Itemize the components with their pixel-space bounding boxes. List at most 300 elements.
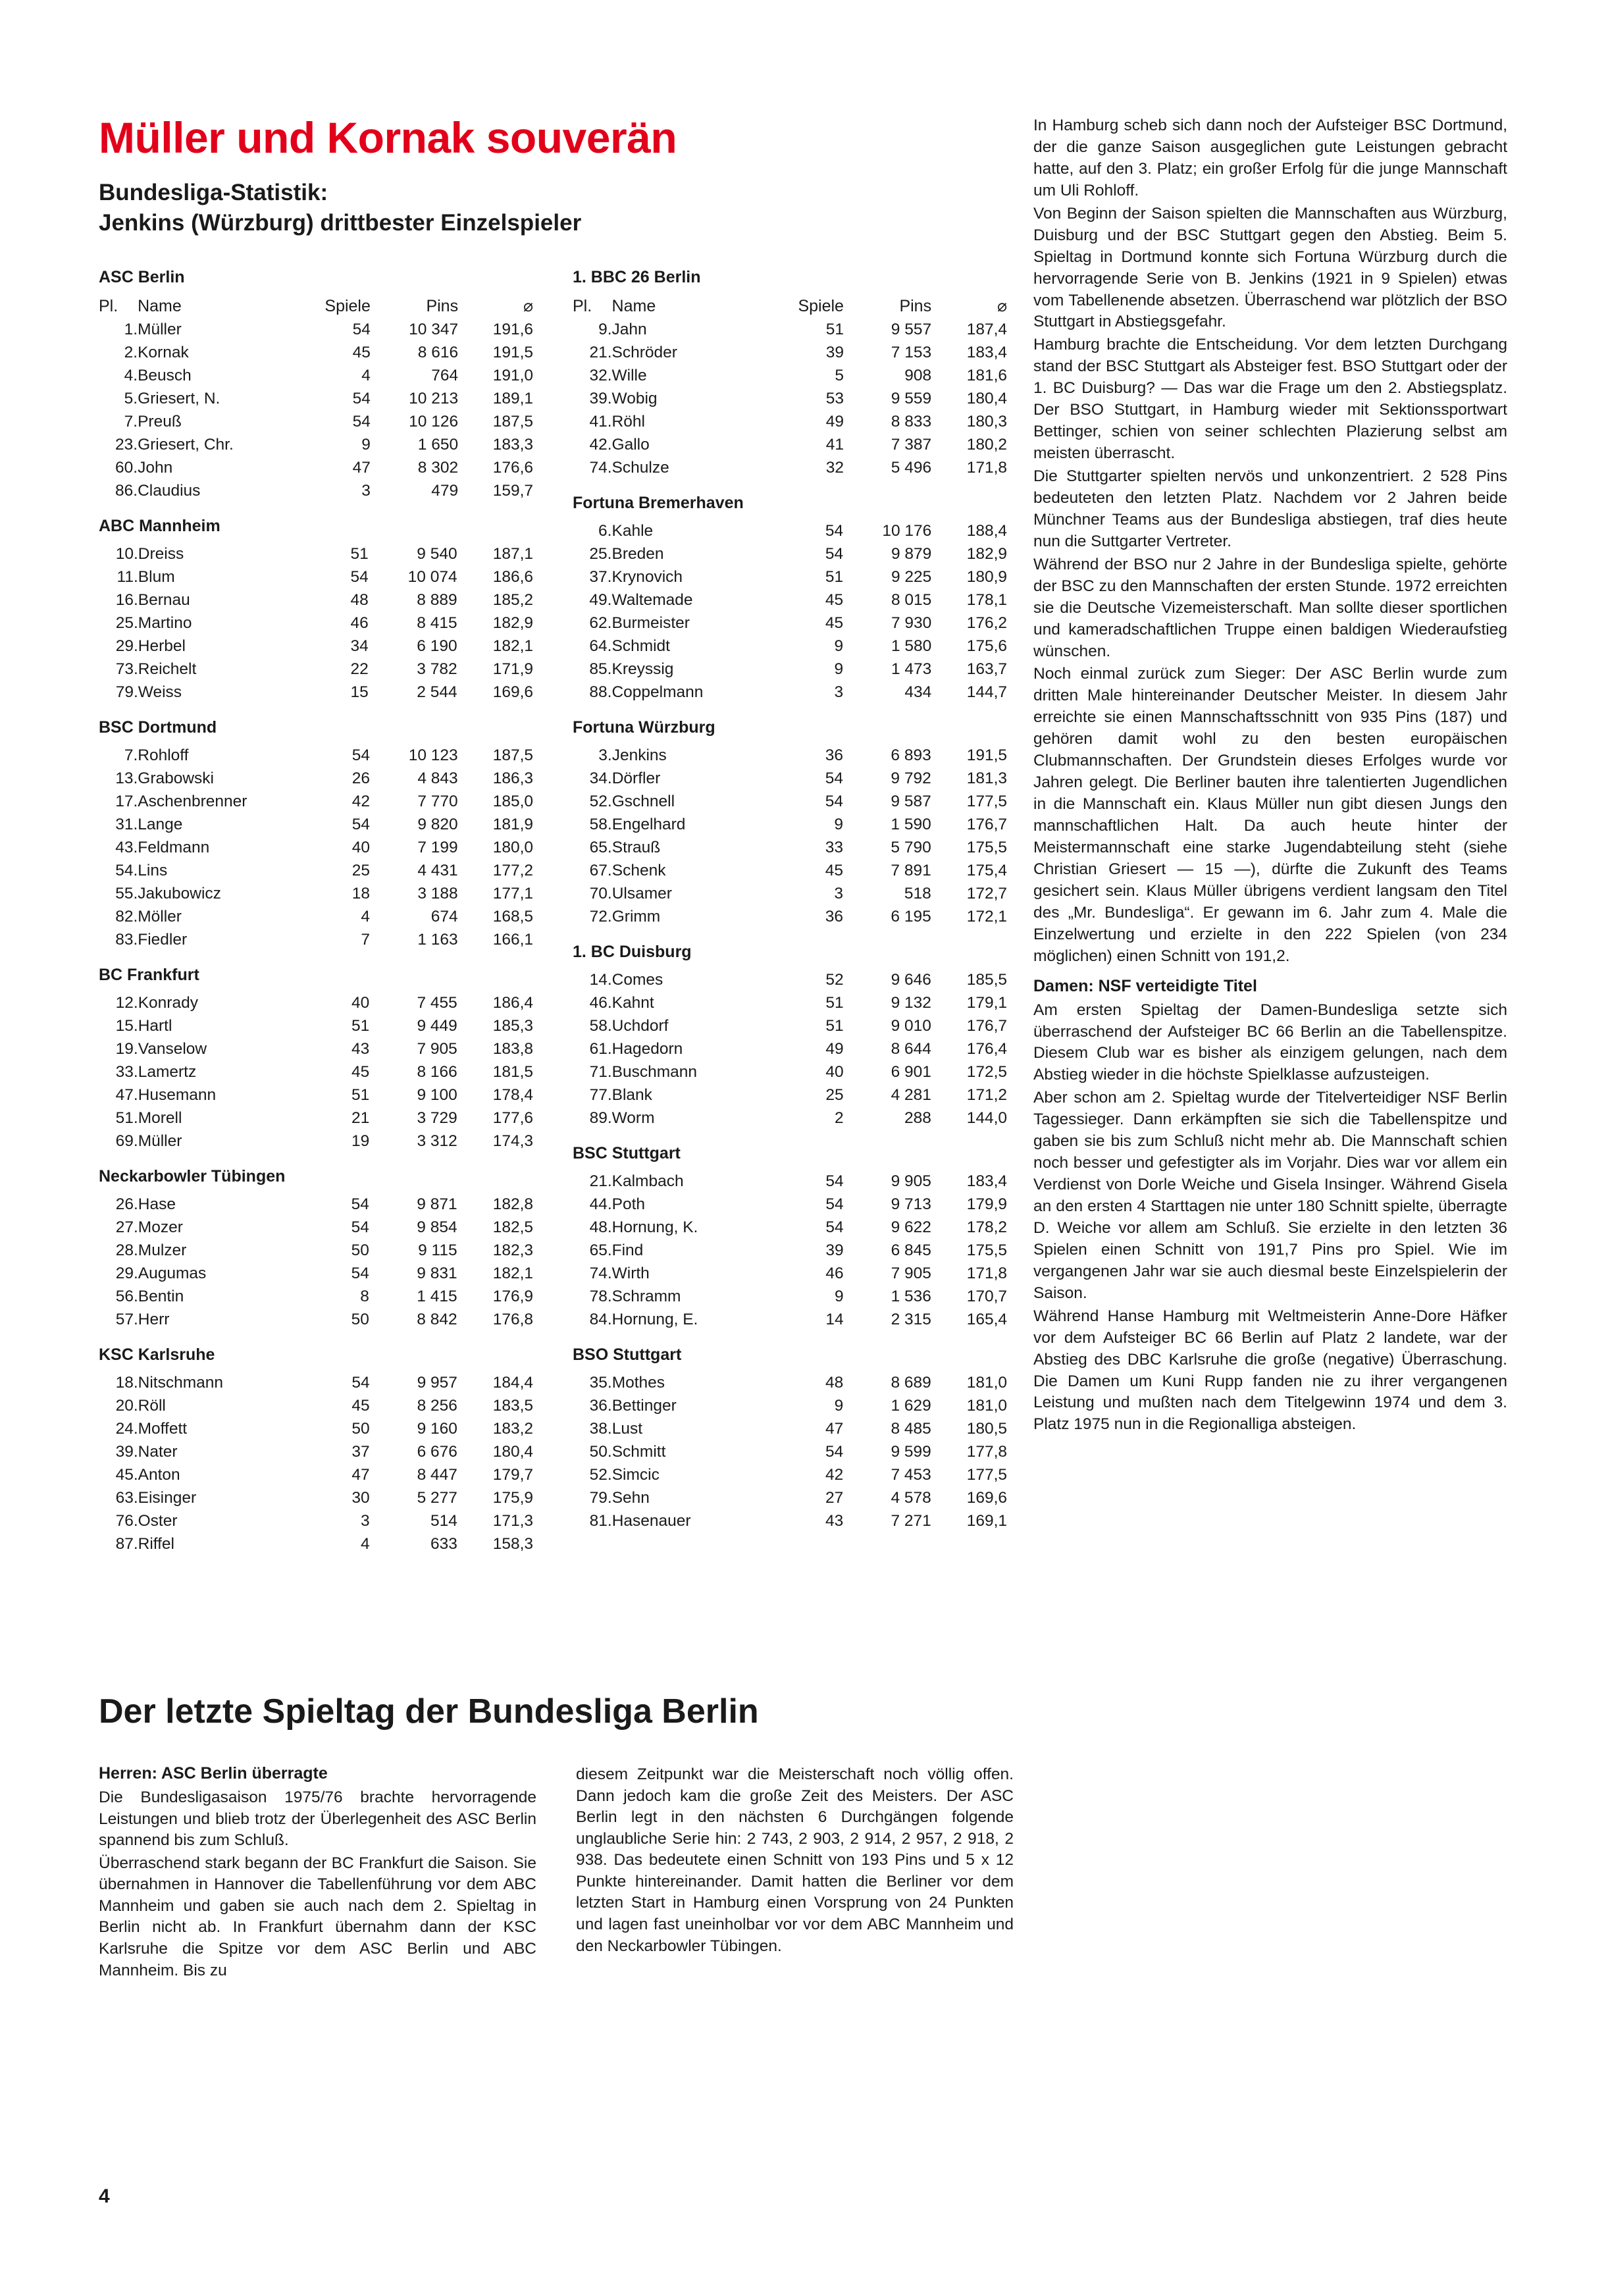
cell-pins: 8 015	[891, 590, 932, 609]
cell-pl: 29.	[115, 637, 138, 655]
column-header-pl: Pl.	[99, 296, 118, 315]
cell-pl: 2.	[124, 343, 138, 361]
table-row	[573, 588, 1007, 612]
table-row	[573, 836, 1007, 859]
cell-pins: 4 578	[891, 1488, 931, 1507]
cell-pins: 1 650	[417, 435, 459, 454]
cell-avg: 178,4	[492, 1085, 533, 1104]
cell-pl: 7.	[124, 412, 138, 430]
cell-name: Kalmbach	[611, 1172, 684, 1190]
cell-pins: 10 213	[409, 389, 459, 407]
table-row	[573, 1060, 1007, 1083]
page-title: Müller und Kornak souverän	[99, 113, 677, 162]
cell-pl: 73.	[115, 660, 138, 678]
cell-pins: 9 905	[891, 1172, 931, 1190]
cell-pins: 9 599	[891, 1442, 931, 1461]
cell-avg: 176,6	[492, 458, 533, 477]
cell-pl: 21.	[589, 343, 612, 361]
cell-sp: 51	[825, 320, 844, 338]
cell-sp: 54	[825, 792, 844, 810]
table-row	[573, 968, 1007, 991]
cell-name: Kreyssig	[611, 660, 674, 678]
table-row	[99, 882, 533, 905]
cell-pl: 39.	[589, 389, 612, 407]
cell-name: Wobig	[611, 389, 658, 407]
cell-name: Lust	[611, 1419, 642, 1438]
club-heading: KSC Karlsruhe	[99, 1345, 215, 1365]
bottom-article-left-text	[99, 1787, 536, 1981]
table-row	[99, 1440, 533, 1463]
cell-avg: 176,4	[966, 1039, 1007, 1058]
cell-avg: 175,9	[492, 1488, 533, 1507]
table-row	[99, 565, 533, 588]
cell-name: Müller	[138, 1132, 182, 1150]
cell-name: Riffel	[138, 1534, 175, 1553]
cell-avg: 182,8	[492, 1195, 533, 1213]
cell-sp: 51	[351, 1016, 370, 1035]
cell-sp: 39	[825, 1241, 844, 1259]
cell-pins: 518	[904, 884, 931, 902]
cell-pl: 25.	[115, 613, 138, 632]
cell-pins: 10 126	[409, 412, 459, 430]
cell-pins: 3 729	[417, 1109, 457, 1127]
cell-avg: 177,5	[966, 1465, 1007, 1484]
cell-sp: 30	[351, 1488, 370, 1507]
table-row	[99, 681, 533, 704]
cell-avg: 144,7	[966, 683, 1007, 701]
cell-pl: 17.	[115, 792, 138, 810]
cell-avg: 171,3	[492, 1511, 533, 1530]
cell-pl: 60.	[115, 458, 138, 477]
cell-pins: 2 315	[891, 1310, 931, 1328]
section-title-last-matchday: Der letzte Spieltag der Bundesliga Berlin	[99, 1692, 759, 1731]
cell-name: Mozer	[138, 1218, 183, 1236]
cell-name: Moffett	[138, 1419, 188, 1438]
cell-avg: 185,0	[492, 792, 533, 810]
bottom-article-column-left	[99, 1764, 536, 1983]
table-row	[573, 882, 1007, 905]
cell-sp: 54	[351, 1373, 370, 1392]
cell-pins: 9 792	[891, 769, 931, 787]
cell-sp: 3	[361, 481, 371, 500]
cell-name: Jakubowicz	[138, 884, 221, 902]
cell-name: Claudius	[138, 481, 201, 500]
cell-avg: 182,3	[492, 1241, 533, 1259]
statistics-column-middle	[573, 268, 1007, 1555]
cell-avg: 171,8	[966, 1264, 1007, 1282]
cell-sp: 37	[351, 1442, 370, 1461]
bottom-article-right-text	[576, 1764, 1014, 1957]
cell-pl: 12.	[115, 993, 138, 1012]
cell-name: Lamertz	[138, 1062, 197, 1081]
cell-name: Grabowski	[138, 769, 214, 787]
cell-pins: 9 449	[417, 1016, 457, 1035]
cell-pins: 8 302	[417, 458, 459, 477]
cell-sp: 41	[825, 435, 844, 454]
table-header-row	[99, 294, 533, 318]
cell-sp: 46	[350, 613, 369, 632]
cell-pl: 64.	[589, 637, 612, 655]
player-stats-table	[573, 294, 1007, 479]
player-stats-table	[573, 519, 1007, 704]
cell-pins: 10 347	[409, 320, 459, 338]
player-stats-table	[573, 744, 1007, 928]
table-row	[99, 1394, 533, 1417]
subtitle-line-2: Jenkins (Würzburg) drittbester Einzelspieler	[99, 209, 582, 236]
cell-pl: 72.	[589, 907, 612, 926]
table-row	[573, 1193, 1007, 1216]
table-row	[573, 1239, 1007, 1262]
cell-name: Aschenbrenner	[138, 792, 247, 810]
cell-sp: 3	[360, 1511, 370, 1530]
table-row	[573, 410, 1007, 433]
cell-sp: 42	[825, 1465, 844, 1484]
cell-name: Griesert, Chr.	[138, 435, 234, 454]
cell-pl: 87.	[115, 1534, 138, 1553]
cell-name: Nater	[138, 1442, 178, 1461]
cell-pins: 9 132	[891, 993, 931, 1012]
cell-pins: 1 163	[417, 930, 458, 949]
player-stats-table	[99, 744, 533, 951]
cell-sp: 9	[834, 1396, 844, 1415]
cell-avg: 169,6	[966, 1488, 1007, 1507]
cell-pins: 434	[904, 683, 932, 701]
cell-sp: 54	[351, 815, 371, 833]
cell-pins: 9 115	[418, 1241, 457, 1259]
table-row	[573, 433, 1007, 456]
cell-pl: 42.	[589, 435, 612, 454]
cell-pins: 8 842	[417, 1310, 457, 1328]
cell-sp: 45	[351, 1396, 370, 1415]
cell-sp: 54	[351, 746, 371, 764]
cell-pins: 7 455	[417, 993, 457, 1012]
cell-avg: 172,1	[966, 907, 1007, 926]
cell-avg: 166,1	[492, 930, 533, 949]
cell-sp: 19	[351, 1132, 370, 1150]
table-row	[99, 1216, 533, 1239]
cell-avg: 191,5	[492, 343, 533, 361]
table-row	[573, 364, 1007, 387]
cell-sp: 32	[825, 458, 844, 477]
cell-pl: 74.	[589, 458, 612, 477]
cell-pins: 7 905	[417, 1039, 457, 1058]
cell-avg: 178,1	[966, 590, 1007, 609]
cell-sp: 45	[352, 343, 371, 361]
cell-avg: 165,4	[966, 1310, 1007, 1328]
cell-pins: 764	[431, 366, 459, 384]
cell-avg: 180,3	[966, 412, 1007, 430]
table-row	[99, 387, 533, 410]
cell-pl: 63.	[115, 1488, 138, 1507]
cell-avg: 179,7	[492, 1465, 533, 1484]
sidebar-article	[1033, 115, 1507, 1437]
cell-sp: 43	[351, 1039, 370, 1058]
player-stats-table	[99, 1371, 533, 1555]
club-heading: 1. BC Duisburg	[573, 943, 692, 962]
cell-pl: 23.	[115, 435, 138, 454]
cell-name: Jenkins	[611, 746, 667, 764]
cell-pins: 3 782	[417, 660, 457, 678]
cell-avg: 191,0	[492, 366, 533, 384]
cell-pl: 21.	[589, 1172, 612, 1190]
cell-sp: 4	[361, 907, 371, 926]
cell-pins: 10 176	[882, 521, 932, 540]
cell-avg: 169,6	[492, 683, 533, 701]
table-row	[99, 1532, 533, 1555]
table-row	[573, 1083, 1007, 1107]
cell-name: Bettinger	[611, 1396, 677, 1415]
player-stats-table	[573, 968, 1007, 1130]
table-row	[573, 681, 1007, 704]
cell-name: Augumas	[138, 1264, 207, 1282]
cell-sp: 9	[834, 637, 844, 655]
cell-name: Burmeister	[611, 613, 690, 632]
cell-name: Rohloff	[138, 746, 189, 764]
cell-avg: 187,5	[492, 412, 533, 430]
cell-avg: 180,4	[492, 1442, 533, 1461]
cell-sp: 54	[351, 1195, 369, 1213]
cell-pl: 54.	[115, 861, 138, 879]
cell-name: Kahnt	[611, 993, 654, 1012]
cell-pins: 7 199	[417, 838, 458, 856]
cell-avg: 191,5	[966, 746, 1007, 764]
club-heading: 1. BBC 26 Berlin	[573, 268, 701, 287]
article-paragraph: Von Beginn der Saison spielten die Mannschaften aus Würzburg, Duisburg und der BSC Stuttgart gegen den Abstieg. Beim 5. Spieltag in Dortmund konnte sich Fortuna Würzburg durch die hervorragende Serie von B. Jenkins (1921 in 9 Spielen) etwas vom Tabellenende absetzen. Überraschend war plötzlich der BSO Stuttgart in Abstiegsgefahr.	[1033, 204, 1507, 331]
cell-sp: 54	[351, 1218, 369, 1236]
table-row	[573, 1216, 1007, 1239]
cell-sp: 45	[351, 1062, 370, 1081]
table-row	[573, 658, 1007, 681]
cell-pl: 89.	[589, 1109, 612, 1127]
cell-name: Wirth	[611, 1264, 650, 1282]
cell-pl: 49.	[589, 590, 612, 609]
cell-avg: 182,9	[966, 544, 1007, 563]
cell-name: Röll	[138, 1396, 166, 1415]
cell-name: Worm	[611, 1109, 655, 1127]
cell-pins: 7 930	[891, 613, 932, 632]
table-row	[573, 1308, 1007, 1331]
table-row	[99, 1417, 533, 1440]
table-row	[573, 790, 1007, 813]
table-row	[99, 1285, 533, 1308]
cell-pins: 479	[431, 481, 459, 500]
cell-pl: 50.	[589, 1442, 612, 1461]
cell-avg: 158,3	[492, 1534, 533, 1553]
cell-sp: 51	[825, 1016, 844, 1035]
cell-pl: 62.	[589, 613, 612, 632]
table-row	[573, 991, 1007, 1014]
cell-pins: 8 485	[891, 1419, 931, 1438]
cell-pins: 7 453	[891, 1465, 931, 1484]
cell-pl: 81.	[589, 1511, 612, 1530]
cell-avg: 181,6	[966, 366, 1007, 384]
cell-pins: 9 820	[417, 815, 458, 833]
cell-sp: 54	[351, 1264, 369, 1282]
cell-sp: 50	[351, 1310, 369, 1328]
table-row	[573, 635, 1007, 658]
cell-avg: 179,1	[966, 993, 1007, 1012]
table-row	[573, 1285, 1007, 1308]
cell-name: Lange	[138, 815, 183, 833]
cell-avg: 180,5	[966, 1419, 1007, 1438]
cell-pl: 25.	[589, 544, 612, 563]
club-heading: ASC Berlin	[99, 268, 185, 287]
cell-pl: 48.	[589, 1218, 612, 1236]
club-heading: Fortuna Würzburg	[573, 718, 715, 737]
cell-name: Dreiss	[138, 544, 184, 563]
cell-avg: 187,5	[492, 746, 533, 764]
table-row	[99, 813, 533, 836]
table-row	[573, 1037, 1007, 1060]
cell-avg: 183,5	[492, 1396, 533, 1415]
cell-pl: 16.	[115, 590, 138, 609]
bottom-article-heading: Herren: ASC Berlin überragte	[99, 1764, 328, 1783]
cell-name: Oster	[138, 1511, 178, 1530]
article-paragraph: Während Hanse Hamburg mit Weltmeisterin Anne-Dore Häfker vor dem Aufsteiger BC 66 Berlin auf Platz 2 landete, war der Abstieg des DBC Karlsruhe die große (negative) Überraschung. Die Damen um Kuni Rupp fanden nie zu ihrer vergangenen Leistung und mußten nach dem Titelgewinn 1974 und dem 3. Platz 1975 nun in die Regionalliga absteigen.	[1033, 1307, 1507, 1434]
cell-name: Preuß	[138, 412, 182, 430]
cell-sp: 54	[825, 1195, 844, 1213]
cell-avg: 175,5	[966, 1241, 1007, 1259]
cell-name: Müller	[138, 320, 182, 338]
table-row	[573, 1486, 1007, 1509]
cell-sp: 51	[351, 1085, 370, 1104]
cell-avg: 181,5	[492, 1062, 533, 1081]
cell-name: Feldmann	[138, 838, 210, 856]
cell-pl: 6.	[598, 521, 612, 540]
cell-pins: 9 871	[417, 1195, 457, 1213]
club-heading: BSC Stuttgart	[573, 1144, 681, 1163]
cell-avg: 171,8	[966, 458, 1007, 477]
cell-sp: 54	[825, 1218, 844, 1236]
cell-pins: 4 281	[891, 1085, 931, 1104]
cell-pins: 9 622	[891, 1218, 931, 1236]
club-heading: BSC Dortmund	[99, 718, 217, 737]
cell-pins: 6 893	[891, 746, 931, 764]
cell-pl: 15.	[115, 1016, 138, 1035]
cell-name: Mulzer	[138, 1241, 187, 1259]
cell-pl: 14.	[589, 970, 612, 989]
cell-name: Hornung, E.	[611, 1310, 698, 1328]
cell-avg: 168,5	[492, 907, 533, 926]
cell-sp: 54	[352, 389, 371, 407]
cell-pl: 86.	[115, 481, 138, 500]
cell-avg: 174,3	[492, 1132, 533, 1150]
cell-sp: 49	[825, 412, 844, 430]
cell-name: Comes	[611, 970, 663, 989]
table-row	[573, 1262, 1007, 1285]
cell-sp: 40	[351, 838, 371, 856]
player-stats-table	[573, 1170, 1007, 1331]
cell-pins: 514	[430, 1511, 457, 1530]
table-row	[99, 1239, 533, 1262]
cell-name: Eisinger	[138, 1488, 197, 1507]
club-heading: BSO Stuttgart	[573, 1345, 682, 1365]
cell-pins: 4 843	[417, 769, 458, 787]
cell-sp: 54	[825, 521, 844, 540]
cell-avg: 184,4	[492, 1373, 533, 1392]
cell-avg: 159,7	[492, 481, 533, 500]
table-row	[99, 456, 533, 479]
cell-sp: 54	[825, 769, 844, 787]
table-row	[573, 1107, 1007, 1130]
table-row	[99, 1193, 533, 1216]
cell-avg: 171,9	[492, 660, 533, 678]
cell-pins: 9 160	[417, 1419, 457, 1438]
cell-sp: 54	[825, 544, 844, 563]
cell-name: Gallo	[611, 435, 650, 454]
article-paragraph: Überraschend stark begann der BC Frankfurt die Saison. Sie übernahmen in Hannover die Tabellenführung vor dem ABC Mannheim und gaben sie auch nach dem 2. Spieltag in Berlin nicht ab. In Frankfurt übernahm dann der KSC Karlsruhe die Spitze vor dem ASC Berlin und ABC Mannheim. Bis zu	[99, 1854, 536, 1979]
cell-pins: 674	[430, 907, 458, 926]
cell-avg: 187,1	[492, 544, 533, 563]
cell-sp: 21	[351, 1109, 370, 1127]
cell-pins: 7 271	[891, 1511, 931, 1530]
cell-sp: 46	[825, 1264, 844, 1282]
column-header-pins: Pins	[426, 296, 459, 315]
cell-sp: 2	[834, 1109, 844, 1127]
cell-avg: 185,3	[492, 1016, 533, 1035]
cell-avg: 182,1	[492, 637, 533, 655]
cell-pl: 20.	[115, 1396, 138, 1415]
table-row	[99, 928, 533, 951]
cell-pins: 9 957	[417, 1373, 457, 1392]
table-row	[99, 836, 533, 859]
table-row	[99, 1308, 533, 1331]
cell-avg: 189,1	[492, 389, 533, 407]
cell-sp: 3	[834, 683, 844, 701]
cell-name: Lins	[138, 861, 168, 879]
cell-avg: 186,3	[492, 769, 533, 787]
cell-pins: 4 431	[417, 861, 458, 879]
table-row	[99, 991, 533, 1014]
table-row	[99, 635, 533, 658]
cell-avg: 183,4	[966, 1172, 1007, 1190]
cell-pins: 633	[430, 1534, 457, 1553]
article-paragraph: Die Bundesligasaison 1975/76 brachte hervorragende Leistungen und blieb trotz der Überlegenheit des ASC Berlin spannend bis zum Schluß.	[99, 1788, 536, 1850]
cell-sp: 50	[351, 1241, 369, 1259]
cell-sp: 26	[351, 769, 371, 787]
cell-name: Weiss	[138, 683, 182, 701]
table-row	[99, 1509, 533, 1532]
cell-name: Martino	[138, 613, 192, 632]
cell-sp: 4	[361, 366, 371, 384]
cell-pl: 52.	[589, 1465, 612, 1484]
cell-name: Nitschmann	[138, 1373, 223, 1392]
cell-avg: 176,7	[966, 815, 1007, 833]
cell-sp: 7	[361, 930, 371, 949]
table-row	[99, 1130, 533, 1153]
cell-pins: 5 277	[417, 1488, 457, 1507]
table-row	[573, 1417, 1007, 1440]
cell-name: Coppelmann	[611, 683, 704, 701]
table-row	[99, 341, 533, 364]
table-row	[99, 1486, 533, 1509]
player-stats-table	[99, 542, 533, 704]
table-row	[99, 1371, 533, 1394]
cell-name: Gschnell	[611, 792, 675, 810]
cell-pl: 46.	[589, 993, 612, 1012]
cell-avg: 181,0	[966, 1396, 1007, 1415]
cell-sp: 25	[351, 861, 371, 879]
article-text-bottom	[1033, 1000, 1507, 1436]
cell-sp: 42	[351, 792, 371, 810]
table-row	[99, 433, 533, 456]
cell-pl: 4.	[124, 366, 138, 384]
table-row	[99, 1014, 533, 1037]
cell-avg: 182,9	[492, 613, 533, 632]
cell-pins: 9 646	[891, 970, 931, 989]
cell-pl: 37.	[589, 567, 612, 586]
cell-avg: 181,0	[966, 1373, 1007, 1392]
